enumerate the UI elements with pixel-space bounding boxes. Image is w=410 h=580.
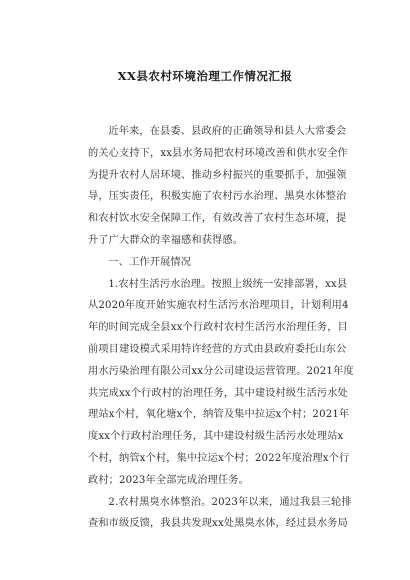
document-title: XX县农村环境治理工作情况汇报 xyxy=(117,69,293,83)
body-line: 2.农村黑臭水体整治。2023年以来，通过我县三轮排 xyxy=(108,496,352,508)
body-line: 前项目建设模式采用特许经营的方式由县政府委托山东公 xyxy=(88,343,347,355)
body-line: 升了广大群众的幸福感和获得感。 xyxy=(88,234,244,246)
body-line: 用水污染治理有限公司xx分公司建设运营管理。2021年度 xyxy=(88,365,354,377)
body-line: 度xx个行政村治理任务，其中建设村级生活污水处理站x xyxy=(88,431,344,443)
body-line: 查和市级反馈，我县共发现xx处黑臭水体，经过县水务局 xyxy=(88,518,348,530)
body-line: 年的时间完成全县xx个行政村农村生活污水治理任务，目 xyxy=(88,322,348,334)
body-line: 个村，纳管x个村，集中拉运x个村；2022年度治理x个行 xyxy=(88,452,350,464)
body-line: 1.农村生活污水治理。按照上级统一安排部署，xx县 xyxy=(108,278,348,290)
body-line: 从2020年度开始实施农村生活污水治理项目，计划利用4 xyxy=(88,300,349,312)
body-line: 共完成xx个行政村的治理任务，其中建设村级生活污水处 xyxy=(88,387,348,399)
body-line: 一、工作开展情况 xyxy=(108,256,192,268)
body-line: 理站x个村，氧化塘x个，纳管及集中拉运x个村；2021年 xyxy=(88,409,350,421)
document-body xyxy=(88,121,356,535)
body-line: 和农村饮水安全保障工作，有效改善了农村生态环境，提 xyxy=(88,213,347,225)
body-line: 近年来，在县委、县政府的正确领导和县人大常委会 xyxy=(108,126,347,137)
body-line: 导，压实责任，积极实施了农村污水治理、黑臭水体整治 xyxy=(88,191,347,203)
body-line: 为提升农村人居环境、推动乡村振兴的重要抓手，加强领 xyxy=(88,169,347,181)
body-line: 政村；2023年全部完成治理任务。 xyxy=(88,474,249,486)
body-line: 的关心支持下，xx县水务局把农村环境改善和供水安全作 xyxy=(88,147,348,159)
